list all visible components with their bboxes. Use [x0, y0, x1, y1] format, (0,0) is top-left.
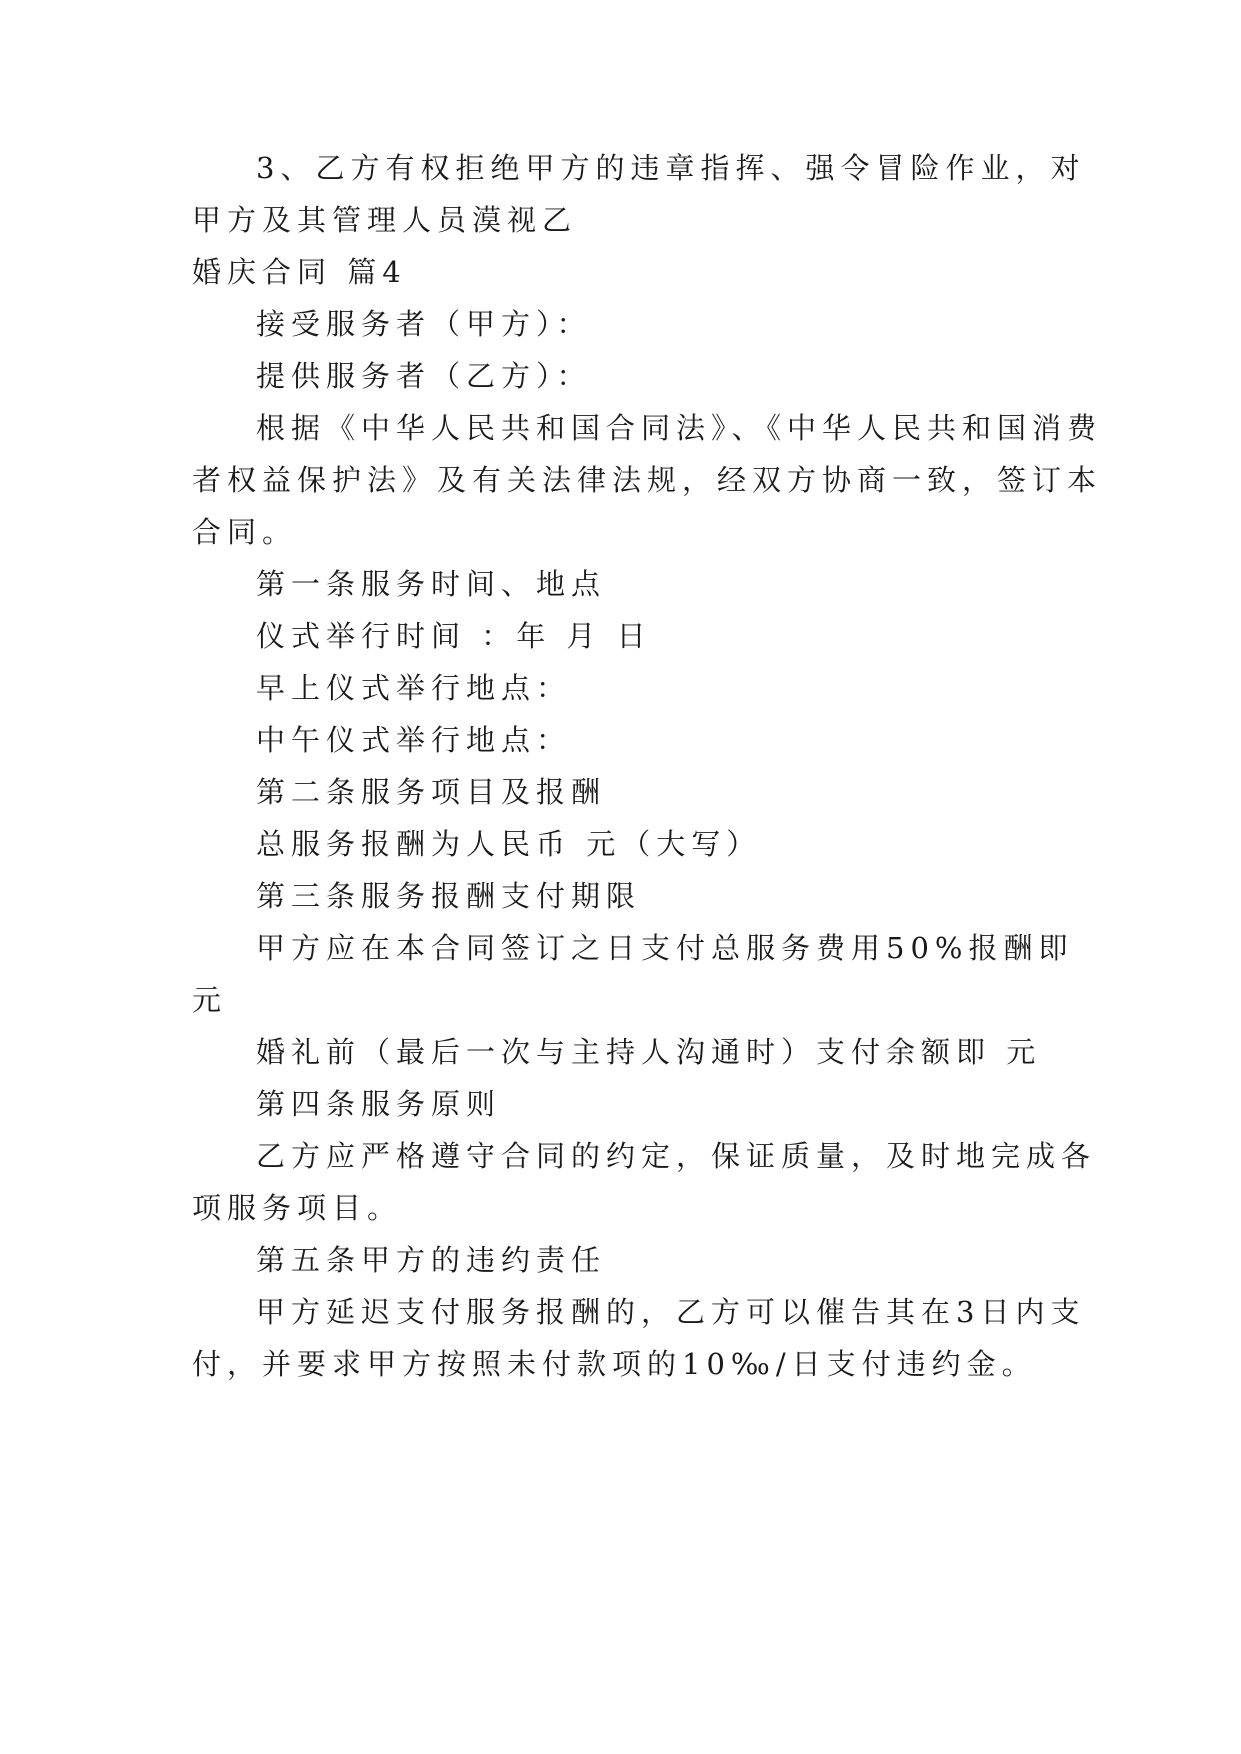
paragraph-line: 仪式举行时间 ：年 月 日: [256, 619, 652, 653]
article-heading: 第四条服务原则: [256, 1087, 502, 1121]
section-heading: 婚庆合同 篇4: [192, 255, 407, 289]
paragraph-line: 根据《中华人民共和国合同法》、《中华人民共和国消费: [256, 411, 1103, 445]
paragraph-line: 婚礼前（最后一次与主持人沟通时）支付余额即 元: [256, 1035, 1042, 1069]
paragraph-line: 者权益保护法》及有关法律法规，经双方协商一致，签订本: [192, 463, 1103, 497]
article-heading: 第一条服务时间、地点: [256, 567, 607, 601]
article-heading: 第三条服务报酬支付期限: [256, 879, 642, 913]
paragraph-line: 甲方及其管理人员漠视乙: [192, 203, 578, 237]
paragraph-line: 中午仪式举行地点：: [256, 723, 572, 757]
article-heading: 第五条甲方的违约责任: [256, 1243, 607, 1277]
paragraph-line: 接受服务者（甲方）：: [256, 307, 592, 341]
paragraph-line: 乙方应严格遵守合同的约定，保证质量，及时地完成各: [256, 1139, 1097, 1173]
paragraph-line: 付，并要求甲方按照未付款项的10‰/日支付违约金。: [192, 1347, 1037, 1381]
paragraph-line: 甲方延迟支付服务报酬的，乙方可以催告其在3日内支: [256, 1295, 1086, 1329]
paragraph-line: 总服务报酬为人民币 元（大写）: [256, 827, 762, 861]
paragraph-line: 早上仪式举行地点：: [256, 671, 572, 705]
paragraph-line: 3、乙方有权拒绝甲方的违章指挥、强令冒险作业，对: [256, 151, 1086, 185]
paragraph-line: 元: [192, 983, 228, 1017]
paragraph-line: 甲方应在本合同签订之日支付总服务费用50%报酬即: [256, 931, 1074, 965]
paragraph-line: 项服务项目。: [192, 1191, 403, 1225]
paragraph-line: 合同。: [192, 515, 298, 549]
article-heading: 第二条服务项目及报酬: [256, 775, 607, 809]
paragraph-line: 提供服务者（乙方）：: [256, 359, 592, 393]
